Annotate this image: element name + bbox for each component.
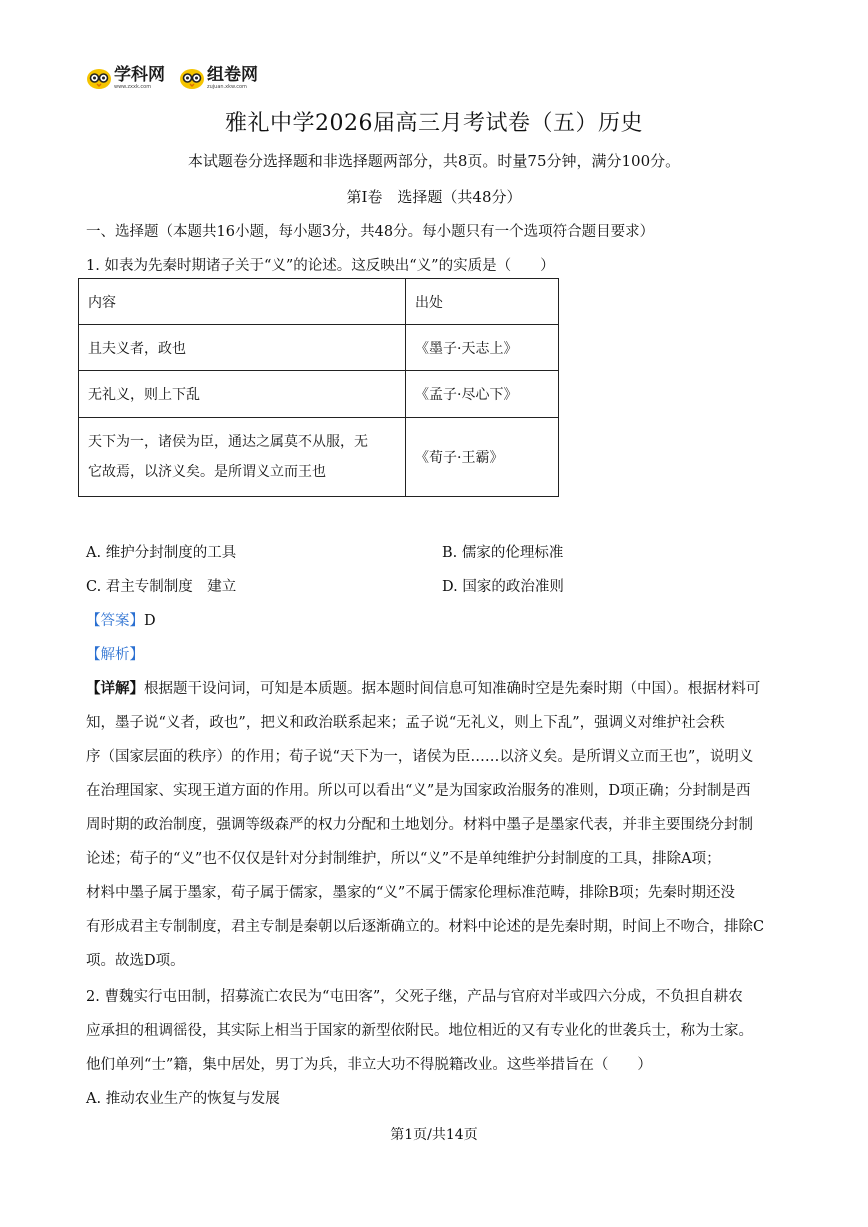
part-heading: 一、选择题（本题共16小题，每小题3分，共48分。每小题只有一个选项符合题目要求） bbox=[86, 224, 655, 240]
detail-line bbox=[86, 677, 760, 698]
table-header-row bbox=[79, 279, 559, 325]
table-cell-line: 它故焉，以济义矣。是所谓义立而王也 bbox=[88, 464, 326, 480]
table-cell-source: 《墨子·天志上》 bbox=[406, 325, 559, 371]
table-cell-source: 《孟子·尽心下》 bbox=[406, 371, 559, 418]
table-header-content: 内容 bbox=[79, 279, 406, 325]
exam-title: 雅礼中学2026届高三月考试卷（五）历史 bbox=[225, 111, 643, 136]
detail-line: 知，墨子说“义者，政也”，把义和政治联系起来；孟子说“无礼义，则上下乱”，强调义对维护社会秩 bbox=[86, 715, 725, 731]
logo-zxxk bbox=[86, 66, 165, 90]
question-2-line: 2. 曹魏实行屯田制，招募流亡农民为“屯田客”，父死子继，产品与官府对半或四六分成，不负担自耕农 bbox=[86, 989, 743, 1005]
option-b: B. 儒家的伦理标准 bbox=[442, 545, 564, 561]
logo-zujuan-url: zujuan.xkw.com bbox=[207, 84, 247, 90]
exam-instructions: 本试题卷分选择题和非选择题两部分，共8页。时量75分钟，满分100分。 bbox=[187, 152, 681, 170]
logo-zxxk-url: www.zxxk.com bbox=[114, 84, 152, 90]
table-row bbox=[79, 325, 559, 371]
detail-line: 周时期的政治制度，强调等级森严的权力分配和土地划分。材料中墨子是墨家代表，并非主要围绕分封制 bbox=[86, 817, 753, 833]
header-logos bbox=[86, 66, 272, 90]
logo-zxxk-name: 学科网 bbox=[114, 65, 165, 85]
question-2-line: 他们单列“士”籍，集中居处，男丁为兵，非立大功不得脱籍改业。这些举措旨在（ ） bbox=[86, 1057, 652, 1073]
detail-line: 材料中墨子属于墨家，荀子属于儒家，墨家的“义”不属于儒家伦理标准范畴，排除B项；先秦时期还没 bbox=[86, 885, 735, 901]
answer-label: 【答案】 bbox=[86, 613, 144, 629]
option-d: D. 国家的政治准则 bbox=[442, 579, 564, 595]
detail-label: 【详解】 bbox=[86, 680, 144, 697]
detail-line: 序（国家层面的秩序）的作用；荀子说“天下为一，诸侯为臣……以济义矣。是所谓义立而王也”，说明义 bbox=[86, 749, 754, 765]
table-header-source: 出处 bbox=[406, 279, 559, 325]
analysis-label: 【解析】 bbox=[86, 647, 144, 663]
question-2-line: 应承担的租调徭役，其实际上相当于国家的新型依附民。地位相近的又有专业化的世袭兵士，称为士家。 bbox=[86, 1023, 753, 1039]
table-row bbox=[79, 418, 559, 497]
answer-line bbox=[86, 609, 156, 630]
table-cell-content: 且夫义者，政也 bbox=[79, 325, 406, 371]
table-cell-content: 无礼义，则上下乱 bbox=[79, 371, 406, 418]
table-cell-line: 天下为一，诸侯为臣，通达之属莫不从服，无 bbox=[88, 434, 368, 450]
section-heading: 第Ⅰ卷 选择题（共48分） bbox=[346, 188, 522, 206]
table-cell-source: 《荀子·王霸》 bbox=[406, 418, 559, 497]
detail-line: 有形成君主专制制度，君主专制是秦朝以后逐渐确立的。材料中论述的是先秦时期，时间上不吻合，排除C bbox=[86, 919, 765, 935]
owl-logo-icon bbox=[86, 67, 112, 89]
logo-zujuan-name: 组卷网 bbox=[207, 65, 258, 85]
question-1-table bbox=[78, 278, 559, 497]
logo-zujuan bbox=[179, 66, 258, 90]
question-1-stem: 1. 如表为先秦时期诸子关于“义”的论述。这反映出“义”的实质是（ ） bbox=[86, 258, 555, 274]
detail-line: 论述；荀子的“义”也不仅仅是针对分封制维护，所以“义”不是单纯维护分封制度的工具，排除A项； bbox=[86, 851, 721, 867]
detail-text: 根据题干设问词，可知是本质题。据本题时间信息可知准确时空是先秦时期（中国）。根据材料可 bbox=[144, 681, 761, 697]
answer-value: D bbox=[144, 613, 156, 629]
option-a: A. 维护分封制度的工具 bbox=[86, 545, 237, 561]
table-row bbox=[79, 371, 559, 418]
page-number: 第1页/共14页 bbox=[390, 1127, 478, 1143]
question-2-option-a: A. 推动农业生产的恢复与发展 bbox=[86, 1091, 280, 1107]
owl-logo-icon bbox=[179, 67, 205, 89]
detail-line: 项。故选D项。 bbox=[86, 953, 185, 969]
detail-line: 在治理国家、实现王道方面的作用。所以可以看出“义”是为国家政治服务的准则，D项正确；分封制是西 bbox=[86, 783, 751, 799]
table-cell-content bbox=[79, 418, 406, 497]
option-c: C. 君主专制制度 建立 bbox=[86, 579, 237, 595]
